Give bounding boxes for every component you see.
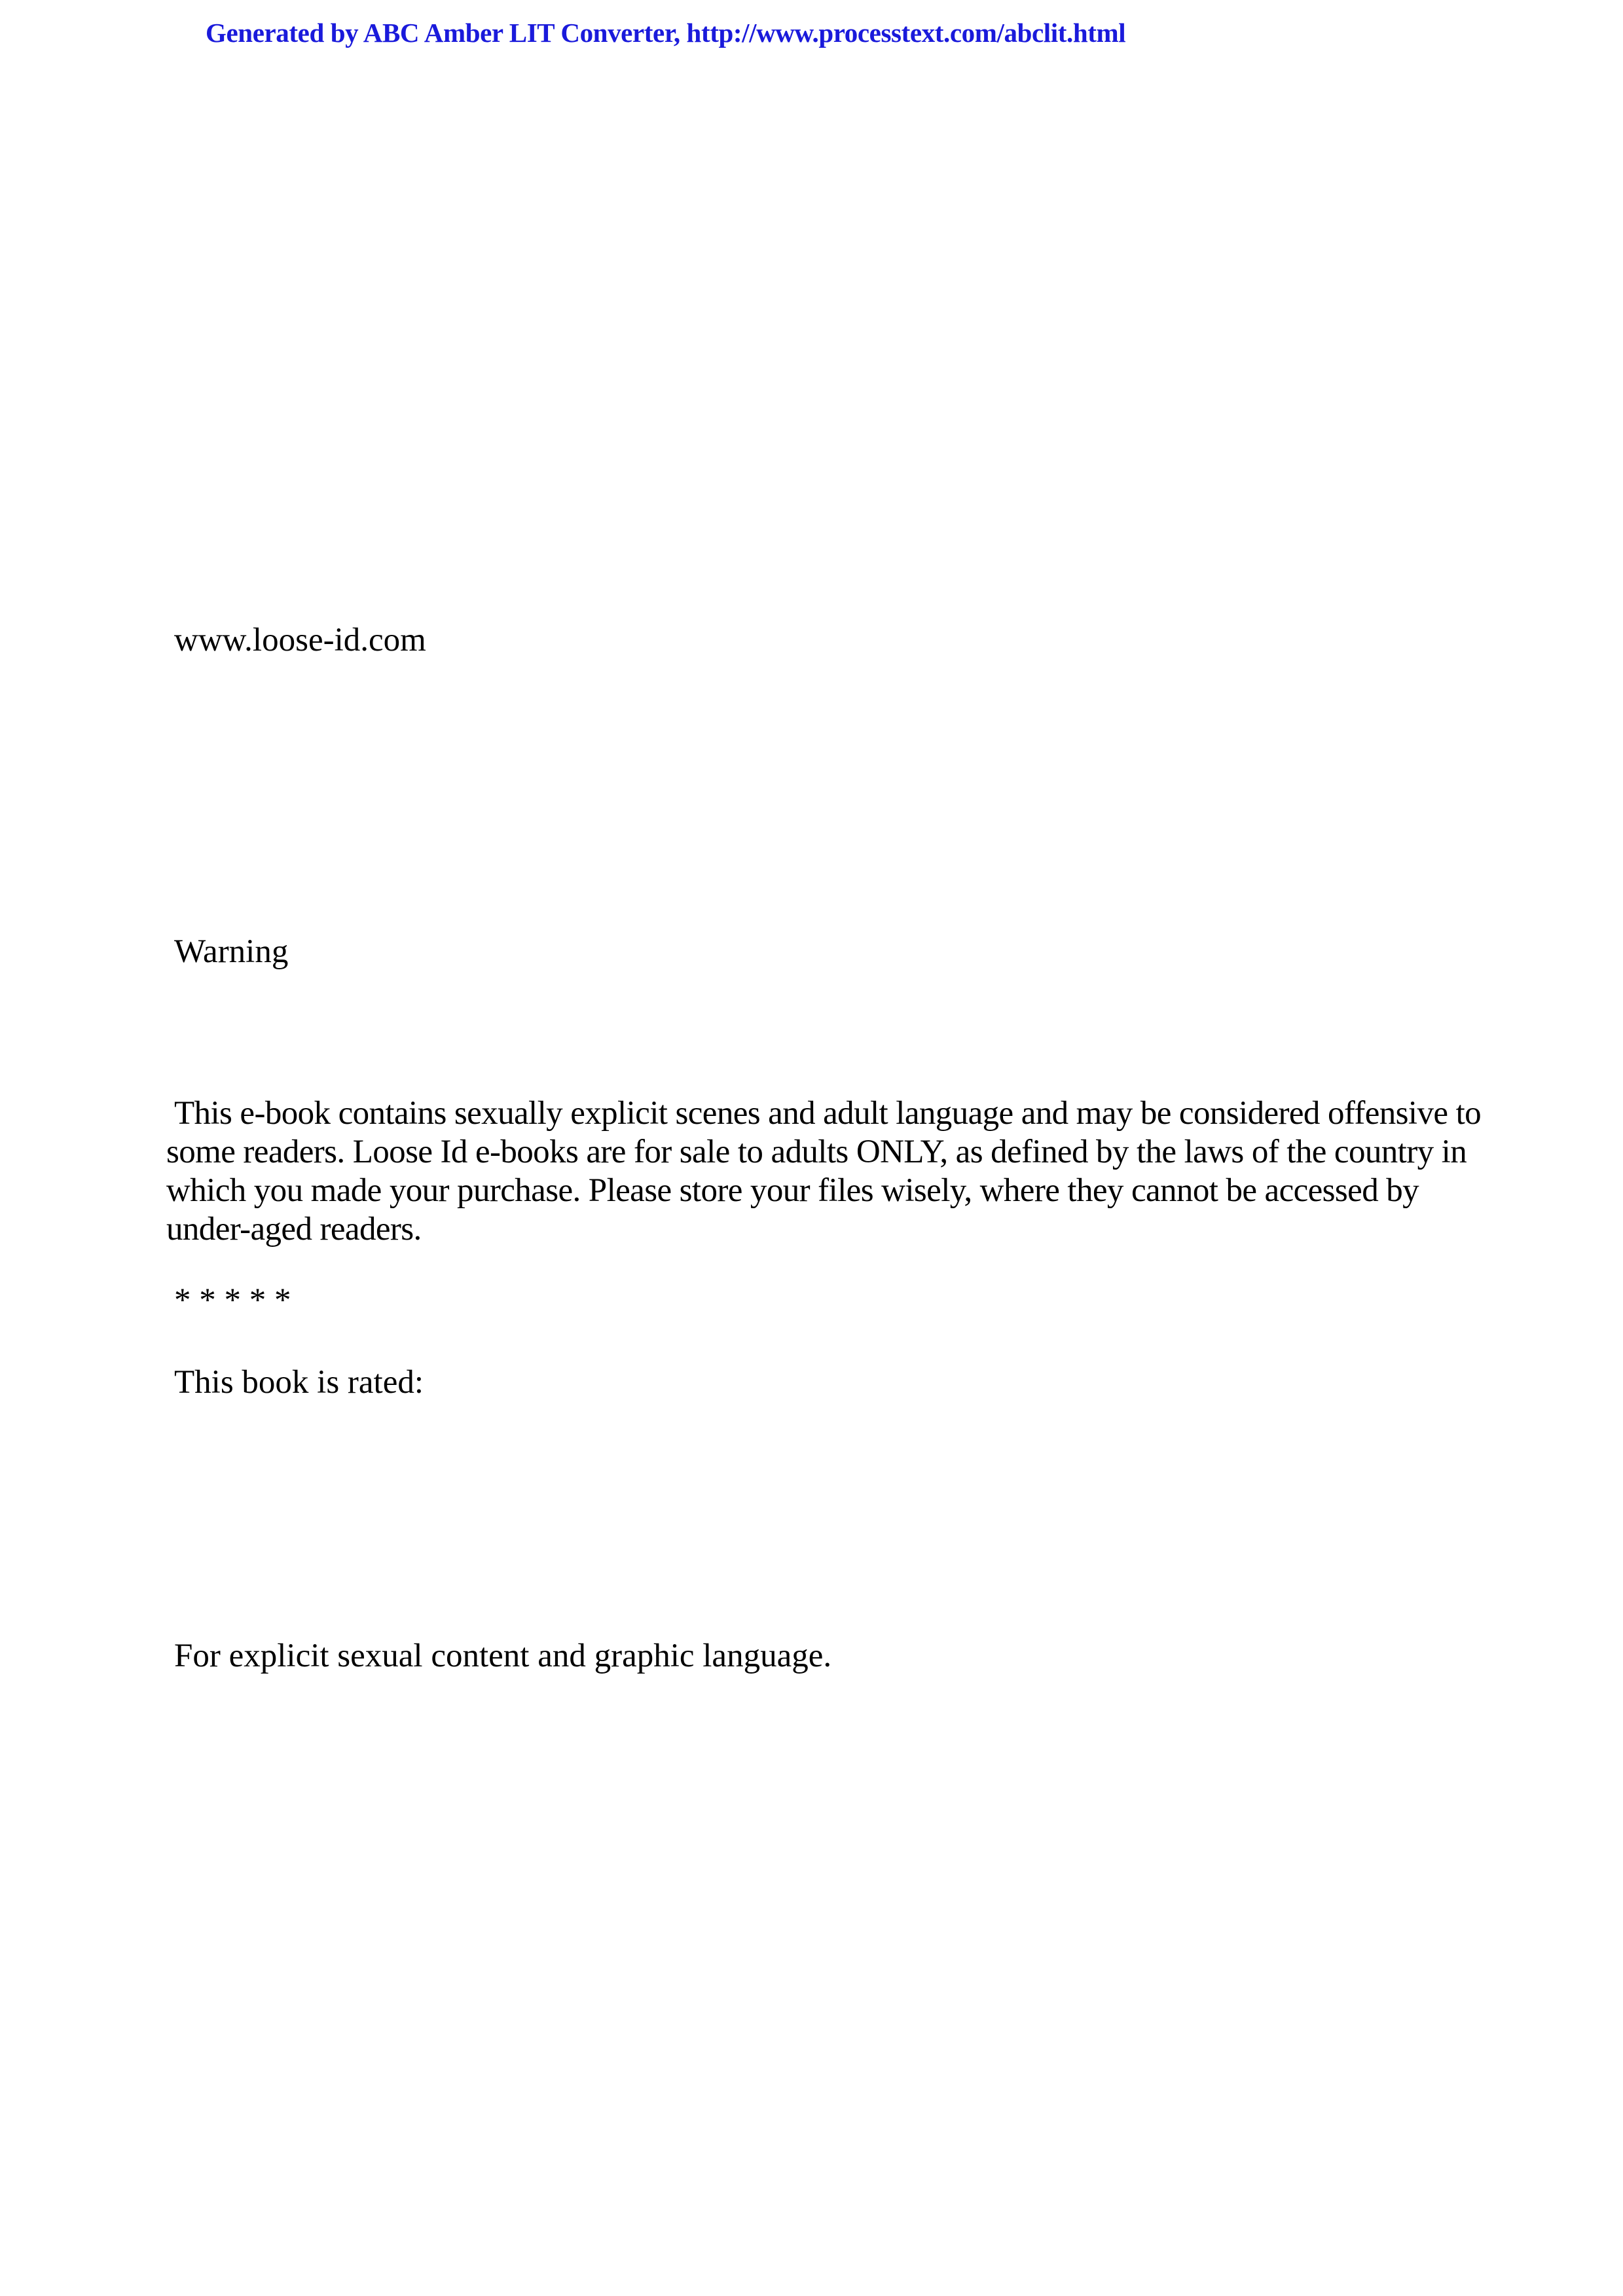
rating-reason: For explicit sexual content and graphic language. [174, 1638, 832, 1674]
warning-heading: Warning [174, 933, 289, 970]
warning-line: some readers. Loose Id e-books are for sale to adults ONLY, as defined by the laws of the country in [166, 1134, 1467, 1170]
warning-line: This e-book contains sexually explicit scenes and adult language and may be considered offensive to [174, 1095, 1482, 1132]
warning-paragraph [166, 1094, 1482, 1249]
converter-header-link[interactable]: Generated by ABC Amber LIT Converter, http://www.processtext.com/abclit.html [206, 18, 1126, 48]
warning-line: under-aged readers. [166, 1211, 422, 1247]
separator-asterisks: * * * * * [174, 1282, 291, 1319]
warning-line: which you made your purchase. Please store your files wisely, where they cannot be accessed by [166, 1172, 1419, 1209]
rating-label: This book is rated: [174, 1364, 424, 1401]
website-text: www.loose-id.com [174, 622, 426, 658]
